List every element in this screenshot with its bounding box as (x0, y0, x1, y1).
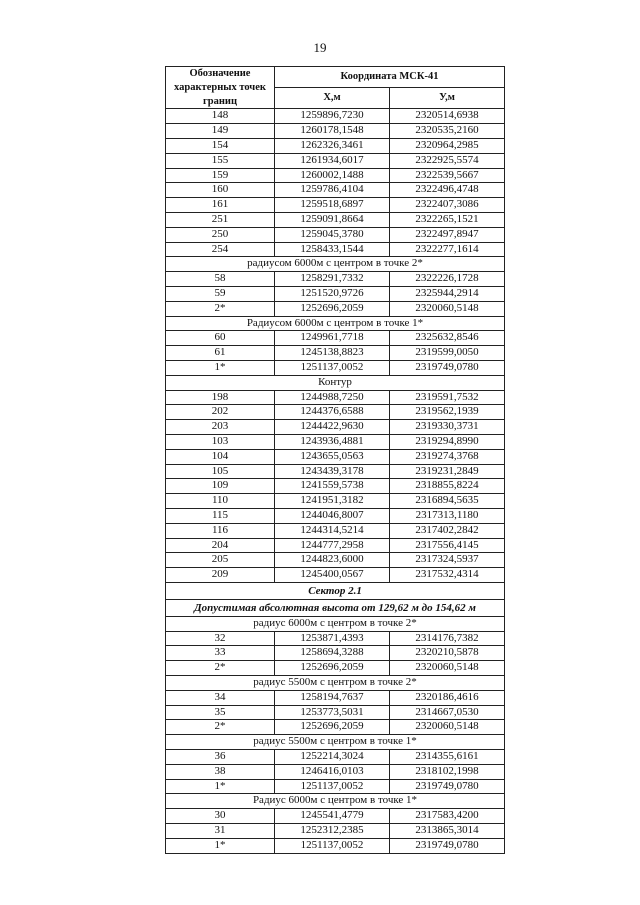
y-coordinate-cell: 2322496,4748 (390, 183, 505, 198)
table-row (166, 109, 505, 124)
y-coordinate-cell: 2318102,1998 (390, 764, 505, 779)
y-coordinate-cell: 2317402,2842 (390, 523, 505, 538)
table-row (166, 705, 505, 720)
section-label: Радиус 6000м с центром в точке 1* (166, 794, 505, 809)
y-coordinate-cell: 2322226,1728 (390, 272, 505, 287)
y-coordinate-cell: 2322277,1614 (390, 242, 505, 257)
table-row (166, 690, 505, 705)
y-coordinate-cell: 2319330,3731 (390, 420, 505, 435)
point-id-cell: 104 (166, 449, 275, 464)
y-coordinate-cell: 2317324,5937 (390, 553, 505, 568)
y-coordinate-cell: 2317556,4145 (390, 538, 505, 553)
x-coordinate-cell: 1259091,8664 (275, 212, 390, 227)
point-id-cell: 160 (166, 183, 275, 198)
table-row (166, 227, 505, 242)
point-id-cell: 2* (166, 720, 275, 735)
point-id-cell: 105 (166, 464, 275, 479)
x-coordinate-cell: 1243655,0563 (275, 449, 390, 464)
point-id-cell: 38 (166, 764, 275, 779)
point-id-cell: 149 (166, 124, 275, 139)
point-id-cell: 103 (166, 434, 275, 449)
x-coordinate-cell: 1253871,4393 (275, 631, 390, 646)
y-coordinate-cell: 2314667,0530 (390, 705, 505, 720)
point-id-cell: 254 (166, 242, 275, 257)
sector-heading-row (166, 599, 505, 616)
table-row (166, 331, 505, 346)
section-row (166, 257, 505, 272)
y-coordinate-cell: 2317532,4314 (390, 568, 505, 583)
table-row (166, 809, 505, 824)
section-label: радиус 6000м с центром в точке 2* (166, 616, 505, 631)
table-row (166, 168, 505, 183)
point-id-cell: 161 (166, 198, 275, 213)
point-id-cell: 159 (166, 168, 275, 183)
coordinates-table-wrapper (165, 66, 504, 854)
y-coordinate-cell: 2313865,3014 (390, 824, 505, 839)
y-coordinate-cell: 2317583,4200 (390, 809, 505, 824)
point-id-cell: 110 (166, 494, 275, 509)
table-row (166, 508, 505, 523)
table-row (166, 720, 505, 735)
point-id-cell: 2* (166, 301, 275, 316)
table-row (166, 390, 505, 405)
point-id-cell: 155 (166, 153, 275, 168)
x-coordinate-cell: 1244422,9630 (275, 420, 390, 435)
point-id-cell: 59 (166, 286, 275, 301)
table-row (166, 779, 505, 794)
section-label: Контур (166, 375, 505, 390)
sector-heading: Допустимая абсолютная высота от 129,62 м до 154,62 м (166, 599, 505, 616)
x-coordinate-cell: 1258291,7332 (275, 272, 390, 287)
x-coordinate-cell: 1262326,3461 (275, 138, 390, 153)
table-row (166, 631, 505, 646)
x-coordinate-cell: 1251137,0052 (275, 360, 390, 375)
section-label: радиусом 6000м с центром в точке 2* (166, 257, 505, 272)
table-row (166, 272, 505, 287)
y-coordinate-cell: 2320210,5878 (390, 646, 505, 661)
point-id-cell: 60 (166, 331, 275, 346)
table-row (166, 301, 505, 316)
point-id-cell: 61 (166, 346, 275, 361)
point-id-cell: 33 (166, 646, 275, 661)
table-row (166, 405, 505, 420)
x-coordinate-cell: 1259518,6897 (275, 198, 390, 213)
section-row (166, 794, 505, 809)
y-coordinate-cell: 2325944,2914 (390, 286, 505, 301)
point-id-cell: 205 (166, 553, 275, 568)
y-coordinate-cell: 2319599,0050 (390, 346, 505, 361)
point-id-cell: 1* (166, 779, 275, 794)
y-coordinate-cell: 2322407,3086 (390, 198, 505, 213)
y-coordinate-cell: 2318855,8224 (390, 479, 505, 494)
header-coordinate-system: Координата МСК-41 (275, 67, 505, 88)
y-coordinate-cell: 2322265,1521 (390, 212, 505, 227)
table-row (166, 750, 505, 765)
table-row (166, 479, 505, 494)
section-row (166, 616, 505, 631)
x-coordinate-cell: 1252214,3024 (275, 750, 390, 765)
table-body (166, 109, 505, 853)
y-coordinate-cell: 2325632,8546 (390, 331, 505, 346)
section-row (166, 676, 505, 691)
x-coordinate-cell: 1241559,5738 (275, 479, 390, 494)
point-id-cell: 1* (166, 360, 275, 375)
y-coordinate-cell: 2322925,5574 (390, 153, 505, 168)
y-coordinate-cell: 2320060,5148 (390, 661, 505, 676)
point-id-cell: 250 (166, 227, 275, 242)
table-row (166, 212, 505, 227)
table-row (166, 661, 505, 676)
point-id-cell: 209 (166, 568, 275, 583)
x-coordinate-cell: 1260178,1548 (275, 124, 390, 139)
y-coordinate-cell: 2319562,1939 (390, 405, 505, 420)
sector-heading: Сектор 2.1 (166, 582, 505, 599)
page-number: 19 (313, 40, 327, 55)
point-id-cell: 148 (166, 109, 275, 124)
x-coordinate-cell: 1244046,8007 (275, 508, 390, 523)
x-coordinate-cell: 1258433,1544 (275, 242, 390, 257)
sector-heading-row (166, 582, 505, 599)
y-coordinate-cell: 2317313,1180 (390, 508, 505, 523)
table-row (166, 434, 505, 449)
table-row (166, 568, 505, 583)
section-row (166, 735, 505, 750)
x-coordinate-cell: 1251137,0052 (275, 838, 390, 853)
x-coordinate-cell: 1244823,6000 (275, 553, 390, 568)
y-coordinate-cell: 2319591,7532 (390, 390, 505, 405)
point-id-cell: 202 (166, 405, 275, 420)
table-row (166, 764, 505, 779)
x-coordinate-cell: 1258194,7637 (275, 690, 390, 705)
table-row (166, 523, 505, 538)
point-id-cell: 203 (166, 420, 275, 435)
x-coordinate-cell: 1244988,7250 (275, 390, 390, 405)
x-coordinate-cell: 1261934,6017 (275, 153, 390, 168)
header-y: У,м (390, 88, 505, 109)
table-row (166, 286, 505, 301)
point-id-cell: 1* (166, 838, 275, 853)
x-coordinate-cell: 1259045,3780 (275, 227, 390, 242)
x-coordinate-cell: 1246416,0103 (275, 764, 390, 779)
point-id-cell: 204 (166, 538, 275, 553)
x-coordinate-cell: 1245400,0567 (275, 568, 390, 583)
table-row (166, 838, 505, 853)
y-coordinate-cell: 2322497,8947 (390, 227, 505, 242)
x-coordinate-cell: 1252312,2385 (275, 824, 390, 839)
x-coordinate-cell: 1241951,3182 (275, 494, 390, 509)
y-coordinate-cell: 2319231,2849 (390, 464, 505, 479)
x-coordinate-cell: 1252696,2059 (275, 301, 390, 316)
y-coordinate-cell: 2319749,0780 (390, 838, 505, 853)
table-row (166, 494, 505, 509)
table-row (166, 138, 505, 153)
y-coordinate-cell: 2320060,5148 (390, 720, 505, 735)
section-label: радиус 5500м с центром в точке 2* (166, 676, 505, 691)
section-row (166, 375, 505, 390)
point-id-cell: 32 (166, 631, 275, 646)
point-id-cell: 251 (166, 212, 275, 227)
y-coordinate-cell: 2320964,2985 (390, 138, 505, 153)
y-coordinate-cell: 2320514,6938 (390, 109, 505, 124)
y-coordinate-cell: 2320186,4616 (390, 690, 505, 705)
y-coordinate-cell: 2314355,6161 (390, 750, 505, 765)
table-row (166, 824, 505, 839)
y-coordinate-cell: 2320060,5148 (390, 301, 505, 316)
table-row (166, 183, 505, 198)
point-id-cell: 30 (166, 809, 275, 824)
y-coordinate-cell: 2319294,8990 (390, 434, 505, 449)
table-row (166, 449, 505, 464)
x-coordinate-cell: 1252696,2059 (275, 720, 390, 735)
table-row (166, 464, 505, 479)
table-row (166, 646, 505, 661)
table-row (166, 553, 505, 568)
y-coordinate-cell: 2320535,2160 (390, 124, 505, 139)
point-id-cell: 34 (166, 690, 275, 705)
table-row (166, 360, 505, 375)
point-id-cell: 115 (166, 508, 275, 523)
y-coordinate-cell: 2319749,0780 (390, 360, 505, 375)
x-coordinate-cell: 1243439,3178 (275, 464, 390, 479)
header-point-designation: Обозначение характерных точек границ (166, 67, 275, 109)
x-coordinate-cell: 1243936,4881 (275, 434, 390, 449)
x-coordinate-cell: 1253773,5031 (275, 705, 390, 720)
y-coordinate-cell: 2314176,7382 (390, 631, 505, 646)
section-label: радиус 5500м с центром в точке 1* (166, 735, 505, 750)
table-row (166, 242, 505, 257)
point-id-cell: 31 (166, 824, 275, 839)
x-coordinate-cell: 1244314,5214 (275, 523, 390, 538)
point-id-cell: 2* (166, 661, 275, 676)
point-id-cell: 58 (166, 272, 275, 287)
x-coordinate-cell: 1251137,0052 (275, 779, 390, 794)
x-coordinate-cell: 1244376,6588 (275, 405, 390, 420)
x-coordinate-cell: 1249961,7718 (275, 331, 390, 346)
point-id-cell: 35 (166, 705, 275, 720)
point-id-cell: 154 (166, 138, 275, 153)
coordinates-table (165, 66, 505, 854)
y-coordinate-cell: 2319749,0780 (390, 779, 505, 794)
point-id-cell: 116 (166, 523, 275, 538)
table-row (166, 124, 505, 139)
x-coordinate-cell: 1251520,9726 (275, 286, 390, 301)
y-coordinate-cell: 2319274,3768 (390, 449, 505, 464)
x-coordinate-cell: 1259786,4104 (275, 183, 390, 198)
point-id-cell: 36 (166, 750, 275, 765)
header-x: X,м (275, 88, 390, 109)
x-coordinate-cell: 1260002,1488 (275, 168, 390, 183)
point-id-cell: 109 (166, 479, 275, 494)
section-row (166, 316, 505, 331)
y-coordinate-cell: 2322539,5667 (390, 168, 505, 183)
table-row (166, 346, 505, 361)
table-row (166, 153, 505, 168)
x-coordinate-cell: 1245541,4779 (275, 809, 390, 824)
table-row (166, 538, 505, 553)
x-coordinate-cell: 1252696,2059 (275, 661, 390, 676)
table-row (166, 420, 505, 435)
table-row (166, 198, 505, 213)
section-label: Радиусом 6000м с центром в точке 1* (166, 316, 505, 331)
x-coordinate-cell: 1244777,2958 (275, 538, 390, 553)
y-coordinate-cell: 2316894,5635 (390, 494, 505, 509)
x-coordinate-cell: 1258694,3288 (275, 646, 390, 661)
x-coordinate-cell: 1259896,7230 (275, 109, 390, 124)
x-coordinate-cell: 1245138,8823 (275, 346, 390, 361)
point-id-cell: 198 (166, 390, 275, 405)
